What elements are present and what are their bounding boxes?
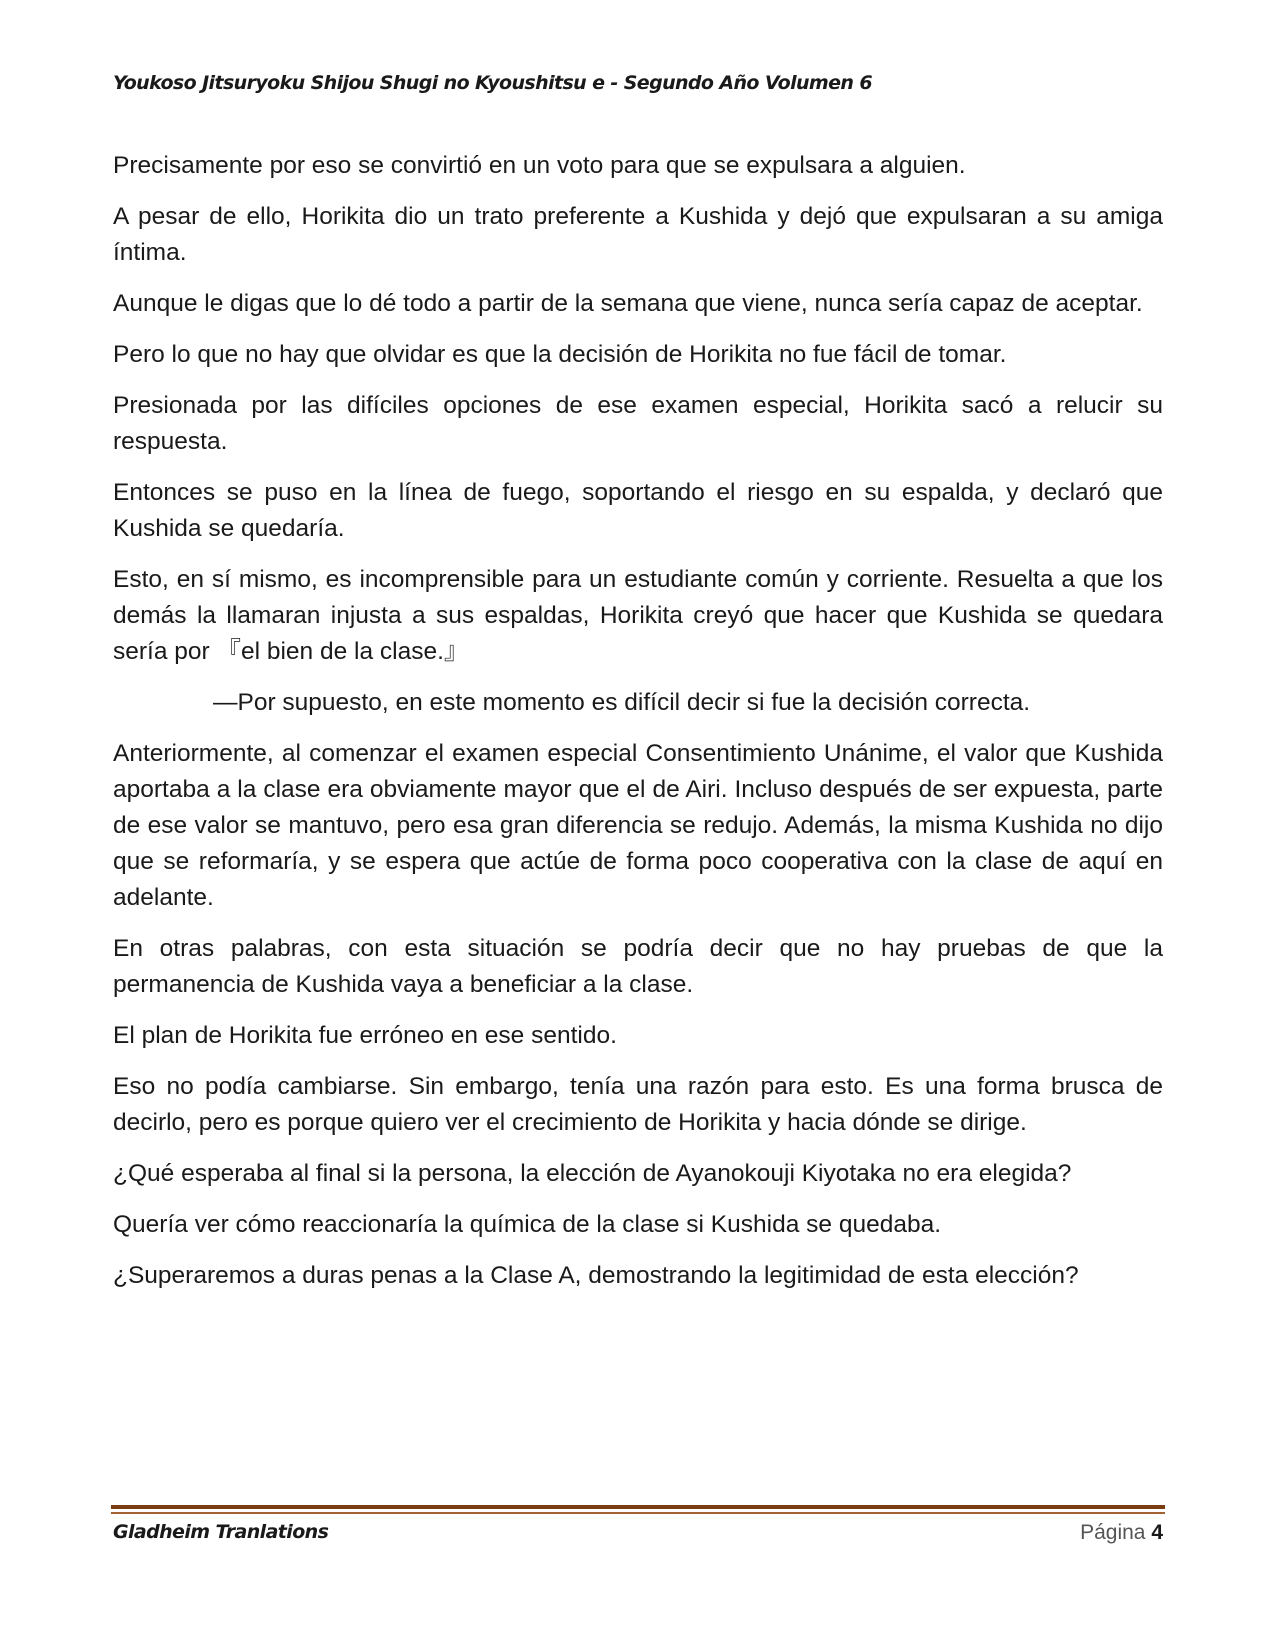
paragraph-5: Presionada por las difíciles opciones de ese examen especial, Horikita sacó a relucir su respuesta. bbox=[113, 392, 1163, 455]
paragraph-10: En otras palabras, con esta situación se podría decir que no hay pruebas de que la permanencia de Kushida vaya a beneficiar a la clase. bbox=[113, 935, 1163, 998]
paragraph-1: Precisamente por eso se convirtió en un voto para que se expulsara a alguien. bbox=[113, 152, 966, 179]
paragraph-7: Esto, en sí mismo, es incomprensible para un estudiante común y corriente. Resuelta a que los demás la llamaran injusta a sus espaldas, Horikita creyó que hacer que Kushida se quedara sería por 『el bien de la clase.』 bbox=[113, 566, 1163, 665]
paragraph-2: A pesar de ello, Horikita dio un trato preferente a Kushida y dejó que expulsaran a su amiga íntima. bbox=[113, 203, 1163, 266]
paragraph-9: Anteriormente, al comenzar el examen especial Consentimiento Unánime, el valor que Kushida aportaba a la clase era obviamente mayor que el de Airi. Incluso después de ser expuesta, parte de ese valor se mantuvo, pero esa gran diferencia se redujo. Además, la misma Kushida no dijo que se reformaría, y se espera que actúe de forma poco cooperativa con la clase de aquí en adelante. bbox=[113, 740, 1163, 911]
paragraph-14: Quería ver cómo reaccionaría la química de la clase si Kushida se quedaba. bbox=[113, 1211, 942, 1238]
paragraph-8-indented: —Por supuesto, en este momento es difícil decir si fue la decisión correcta. bbox=[213, 689, 1031, 716]
page-label: Página bbox=[1080, 1521, 1146, 1544]
paragraph-15: ¿Superaremos a duras penas a la Clase A, demostrando la legitimidad de esta elección? bbox=[113, 1262, 1079, 1289]
paragraph-11: El plan de Horikita fue erróneo en ese sentido. bbox=[113, 1022, 617, 1049]
page-header-title: Youkoso Jitsuryoku Shijou Shugi no Kyoushitsu e - Segundo Año Volumen 6 bbox=[113, 72, 872, 94]
document-body bbox=[113, 148, 1163, 1309]
page-number: 4 bbox=[1151, 1521, 1163, 1544]
footer-divider-thin bbox=[111, 1512, 1165, 1514]
paragraph-3: Aunque le digas que lo dé todo a partir de la semana que viene, nunca sería capaz de aceptar. bbox=[113, 290, 1143, 317]
paragraph-12: Eso no podía cambiarse. Sin embargo, tenía una razón para esto. Es una forma brusca de decirlo, pero es porque quiero ver el crecimiento de Horikita y hacia dónde se dirige. bbox=[113, 1073, 1163, 1136]
paragraph-4: Pero lo que no hay que olvidar es que la decisión de Horikita no fue fácil de tomar. bbox=[113, 341, 1007, 368]
footer-translator: Gladheim Tranlations bbox=[113, 1521, 329, 1543]
footer-page-number bbox=[1080, 1521, 1163, 1545]
paragraph-6: Entonces se puso en la línea de fuego, soportando el riesgo en su espalda, y declaró que Kushida se quedaría. bbox=[113, 479, 1163, 542]
footer-divider-thick bbox=[111, 1505, 1165, 1509]
paragraph-13: ¿Qué esperaba al final si la persona, la elección de Ayanokouji Kiyotaka no era elegida? bbox=[113, 1160, 1072, 1187]
